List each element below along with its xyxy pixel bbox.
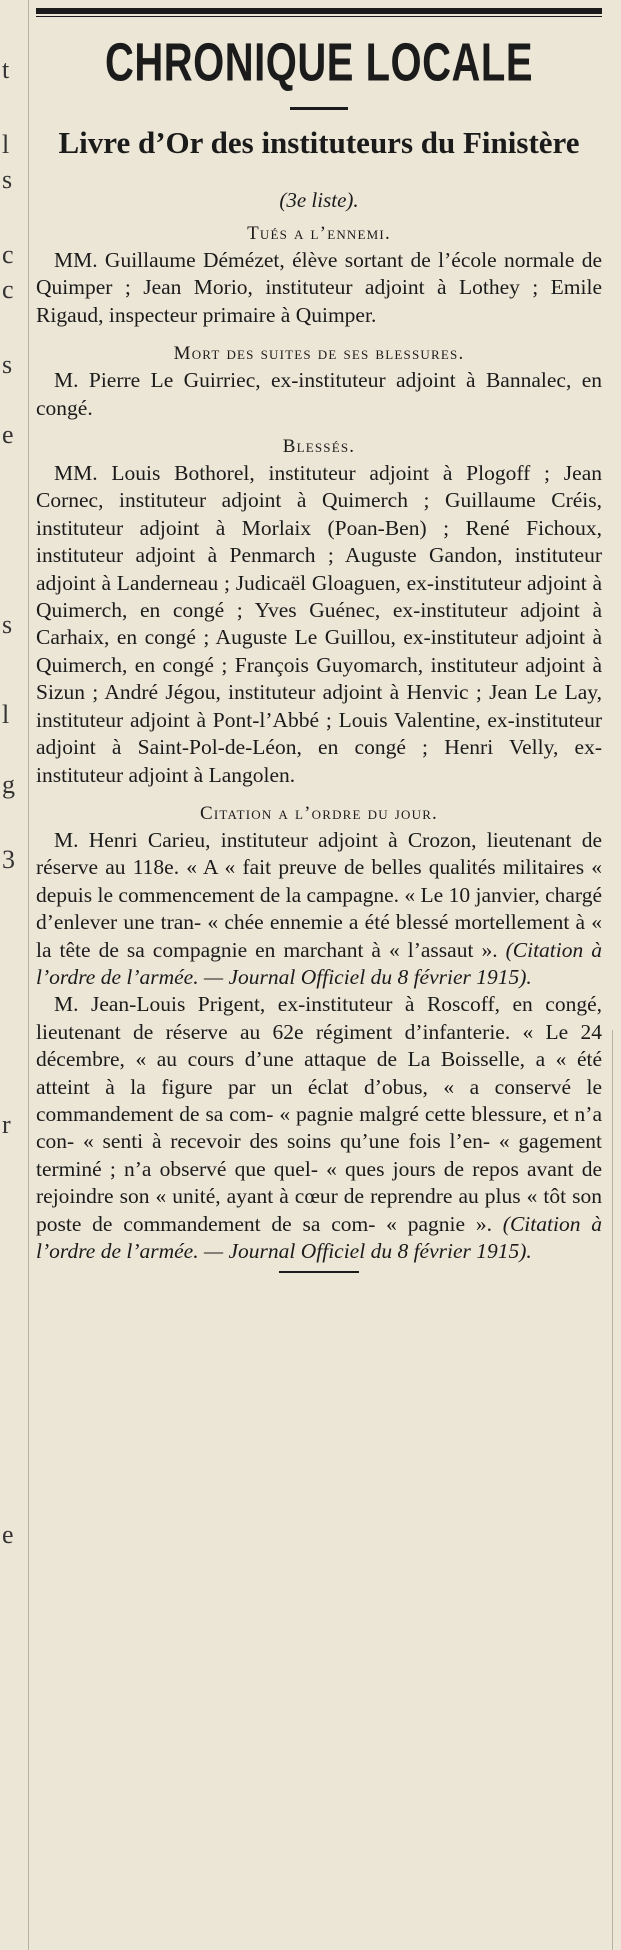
article-column (36, 0, 602, 1273)
citation-text: M. Henri Carieu, instituteur adjoint à Crozon, lieutenant de réserve au 118e. « A « fait preuve de belles qualités militaires « depuis le commencement de la campagne. « Le 10 janvier, chargé d’enlever une tran- « chée ennemie a été blessé mortellement à « la tête de sa compagnie en marchant à « l’assaut ». (36, 827, 602, 962)
citation-reference: (Citation à l’ordre de l’armée. — Journal Officiel du 8 février 1915). (36, 1211, 602, 1263)
top-thin-rule (36, 16, 602, 17)
gutter-mark: s (2, 610, 13, 639)
section-masthead: CHRONIQUE LOCALE (105, 33, 533, 93)
gutter-mark: l (2, 130, 10, 159)
gutter-mark: s (2, 165, 13, 194)
paragraph-citation-carieu (36, 827, 602, 991)
bottom-divider (279, 1271, 359, 1273)
gutter-mark: e (2, 420, 14, 449)
paragraph-killed: MM. Guillaume Démézet, élève sortant de l’école normale de Quimper ; Jean Morio, instituteur adjoint à Lothey ; Emile Rigaud, inspecteur primaire à Quimper. (36, 248, 602, 327)
gutter-mark: s (2, 350, 13, 379)
left-margin-fragment (0, 0, 29, 1950)
gutter-mark: e (2, 1520, 14, 1549)
gutter-mark: 3 (2, 845, 15, 874)
masthead-divider (290, 107, 348, 110)
paragraph-citation-prigent (36, 991, 602, 1265)
gutter-mark: c (2, 275, 14, 304)
paragraph-wounded: MM. Louis Bothorel, instituteur adjoint à Plogoff ; Jean Cornec, instituteur adjoint à Quimerch ; Guillaume Créis, instituteur adjoint à Morlaix (Poan-Ben) ; René Fichoux, instituteur adjoint à Penmarch ; Auguste Gandon, instituteur adjoint à Landerneau ; Judicaël Gloaguen, ex-instituteur adjoint à Quimerch, en congé ; Yves Guénec, ex-instituteur adjoint à Carhaix, en congé ; Auguste Le Guillou, ex-instituteur adjoint à Quimerch, en congé ; François Guyomarch, instituteur adjoint à Sizun ; André Jégou, instituteur adjoint à Henvic ; Jean Le Lay, instituteur adjoint à Pont-l’Abbé ; Louis Valentine, ex-instituteur adjoint à Saint-Pol-de-Léon, en congé ; Henri Velly, ex-instituteur adjoint à Langolen. (36, 461, 602, 787)
citation-reference: (Citation à l’ordre de l’armée. — Journal Officiel du 8 février 1915). (36, 937, 602, 989)
section-heading-died-wounds: Mort des suites de ses blessures. (173, 343, 465, 365)
section-heading-wounded: Blessés. (282, 436, 356, 458)
gutter-mark: l (2, 700, 10, 729)
gutter-mark: r (2, 1110, 11, 1139)
section-heading-killed: Tués a l’ennemi. (247, 223, 391, 244)
top-thick-rule (36, 8, 602, 14)
gutter-mark: g (2, 770, 15, 799)
list-label: (3e liste). (279, 188, 359, 212)
right-margin-fragment (612, 1030, 621, 1950)
gutter-mark: t (2, 55, 10, 84)
paragraph-died-wounds: M. Pierre Le Guirriec, ex-instituteur adjoint à Bannalec, en congé. (36, 368, 602, 420)
section-heading-citation: Citation a l’ordre du jour. (199, 802, 439, 824)
gutter-mark: c (2, 240, 14, 269)
article-title: Livre d’Or des instituteurs du Finistère (58, 125, 580, 160)
citation-text: M. Jean-Louis Prigent, ex-instituteur à Roscoff, en congé, lieutenant de réserve au 62e régiment d’infanterie. « Le 24 décembre, « au cours d’une attaque de La Boisselle, a « été atteint à la figure par un éclat d’obus, « a conservé le commandement de sa com- « pagnie malgré cette blessure, et n’a con- « senti à recevoir des soins qu’une fois l’en- « gagement terminé ; n’a observé que quel- « ques jours de repos avant de rejoindre son « unité, ayant à cœur de reprendre au plus « tôt son poste de commandement de sa com- « pagnie ». (36, 992, 602, 1236)
